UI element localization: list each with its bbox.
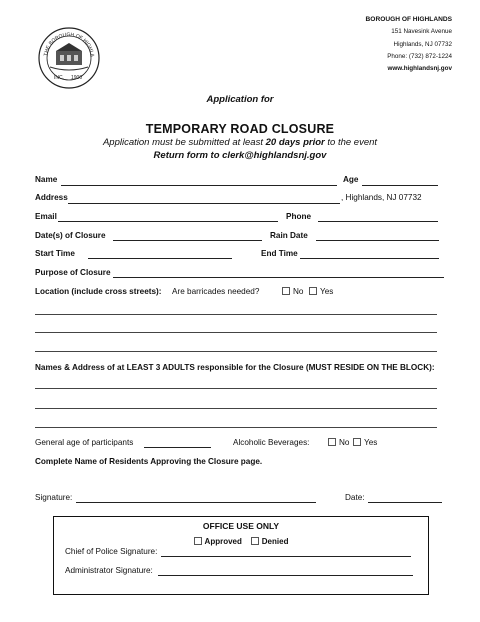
org-name: BOROUGH OF HIGHLANDS	[365, 16, 452, 23]
adults-line-1[interactable]	[35, 388, 437, 389]
location-line-2[interactable]	[35, 332, 437, 333]
general-age-label: General age of participants	[35, 438, 134, 447]
alcohol-yes-option[interactable]: Yes	[353, 438, 377, 447]
alcohol-no-option[interactable]: No	[328, 438, 349, 447]
date-label: Date:	[345, 493, 365, 502]
adults-line-2[interactable]	[35, 408, 437, 409]
application-for: Application for	[206, 94, 274, 105]
barricades-yes-option[interactable]: Yes	[309, 287, 333, 296]
age-label: Age	[343, 175, 359, 184]
signature-label: Signature:	[35, 493, 73, 502]
email-label: Email	[35, 212, 57, 221]
purpose-field[interactable]	[113, 277, 444, 278]
return-instructions: Return form to clerk@highlandsnj.gov	[153, 150, 327, 161]
org-address: 151 Navesink Avenue	[391, 28, 452, 36]
admin-signature-field[interactable]	[158, 575, 413, 576]
dates-field[interactable]	[113, 240, 262, 241]
adults-label: Names & Address of at LEAST 3 ADULTS responsible for the Closure (MUST RESIDE ON THE BLOCK):	[35, 363, 435, 372]
adults-line-3[interactable]	[35, 427, 437, 428]
address-label: Address	[35, 193, 68, 202]
location-line-1[interactable]	[35, 314, 437, 315]
general-age-field[interactable]	[144, 447, 211, 448]
form-subtitle: Application must be submitted at least 20 days prior to the event	[102, 137, 378, 148]
name-label: Name	[35, 175, 58, 184]
email-field[interactable]	[58, 221, 278, 222]
location-label: Location (include cross streets):	[35, 287, 162, 296]
checkbox-icon[interactable]	[251, 537, 259, 545]
signature-field[interactable]	[76, 502, 316, 503]
checkbox-icon[interactable]	[309, 287, 317, 295]
residents-label: Complete Name of Residents Approving the Closure page.	[35, 457, 263, 466]
seal-inc: INC.	[54, 75, 64, 81]
org-website[interactable]: www.highlandsnj.gov	[387, 65, 452, 73]
checkbox-icon[interactable]	[194, 537, 202, 545]
approval-options	[54, 537, 428, 546]
phone-field[interactable]	[318, 221, 438, 222]
office-use-box	[53, 516, 429, 595]
chief-signature-field[interactable]	[161, 556, 411, 557]
admin-signature-label: Administrator Signature:	[65, 566, 153, 575]
org-city: Highlands, NJ 07732	[393, 40, 452, 48]
end-time-field[interactable]	[300, 258, 439, 259]
office-use-title: OFFICE USE ONLY	[202, 521, 280, 531]
age-field[interactable]	[362, 185, 438, 186]
date-field[interactable]	[368, 502, 442, 503]
seal-year: 1900	[71, 75, 83, 81]
seal-text: THE BOROUGH OF HIGHLA	[43, 31, 96, 58]
approved-option[interactable]: Approved	[194, 537, 242, 546]
checkbox-icon[interactable]	[282, 287, 290, 295]
start-time-field[interactable]	[88, 258, 232, 259]
location-line-3[interactable]	[35, 351, 437, 352]
checkbox-icon[interactable]	[328, 438, 336, 446]
barricades-label: Are barricades needed?	[172, 287, 260, 296]
address-field[interactable]	[68, 203, 340, 204]
barricades-no-option[interactable]: No	[282, 287, 303, 296]
dates-label: Date(s) of Closure	[35, 231, 106, 240]
rain-date-field[interactable]	[316, 240, 439, 241]
phone-label: Phone	[286, 212, 312, 221]
purpose-label: Purpose of Closure	[35, 268, 111, 277]
start-time-label: Start Time	[35, 249, 75, 258]
org-contact-block	[366, 14, 452, 75]
checkbox-icon[interactable]	[353, 438, 361, 446]
end-time-label: End Time	[261, 249, 298, 258]
borough-seal	[38, 27, 100, 89]
alcohol-label: Alcoholic Beverages:	[233, 438, 310, 447]
denied-option[interactable]: Denied	[251, 537, 289, 546]
org-phone: Phone: (732) 872-1224	[387, 52, 452, 60]
rain-date-label: Rain Date	[270, 231, 308, 240]
address-suffix: , Highlands, NJ 07732	[341, 193, 422, 202]
form-title: TEMPORARY ROAD CLOSURE	[145, 122, 335, 136]
chief-signature-label: Chief of Police Signature:	[65, 547, 158, 556]
name-field[interactable]	[61, 185, 337, 186]
